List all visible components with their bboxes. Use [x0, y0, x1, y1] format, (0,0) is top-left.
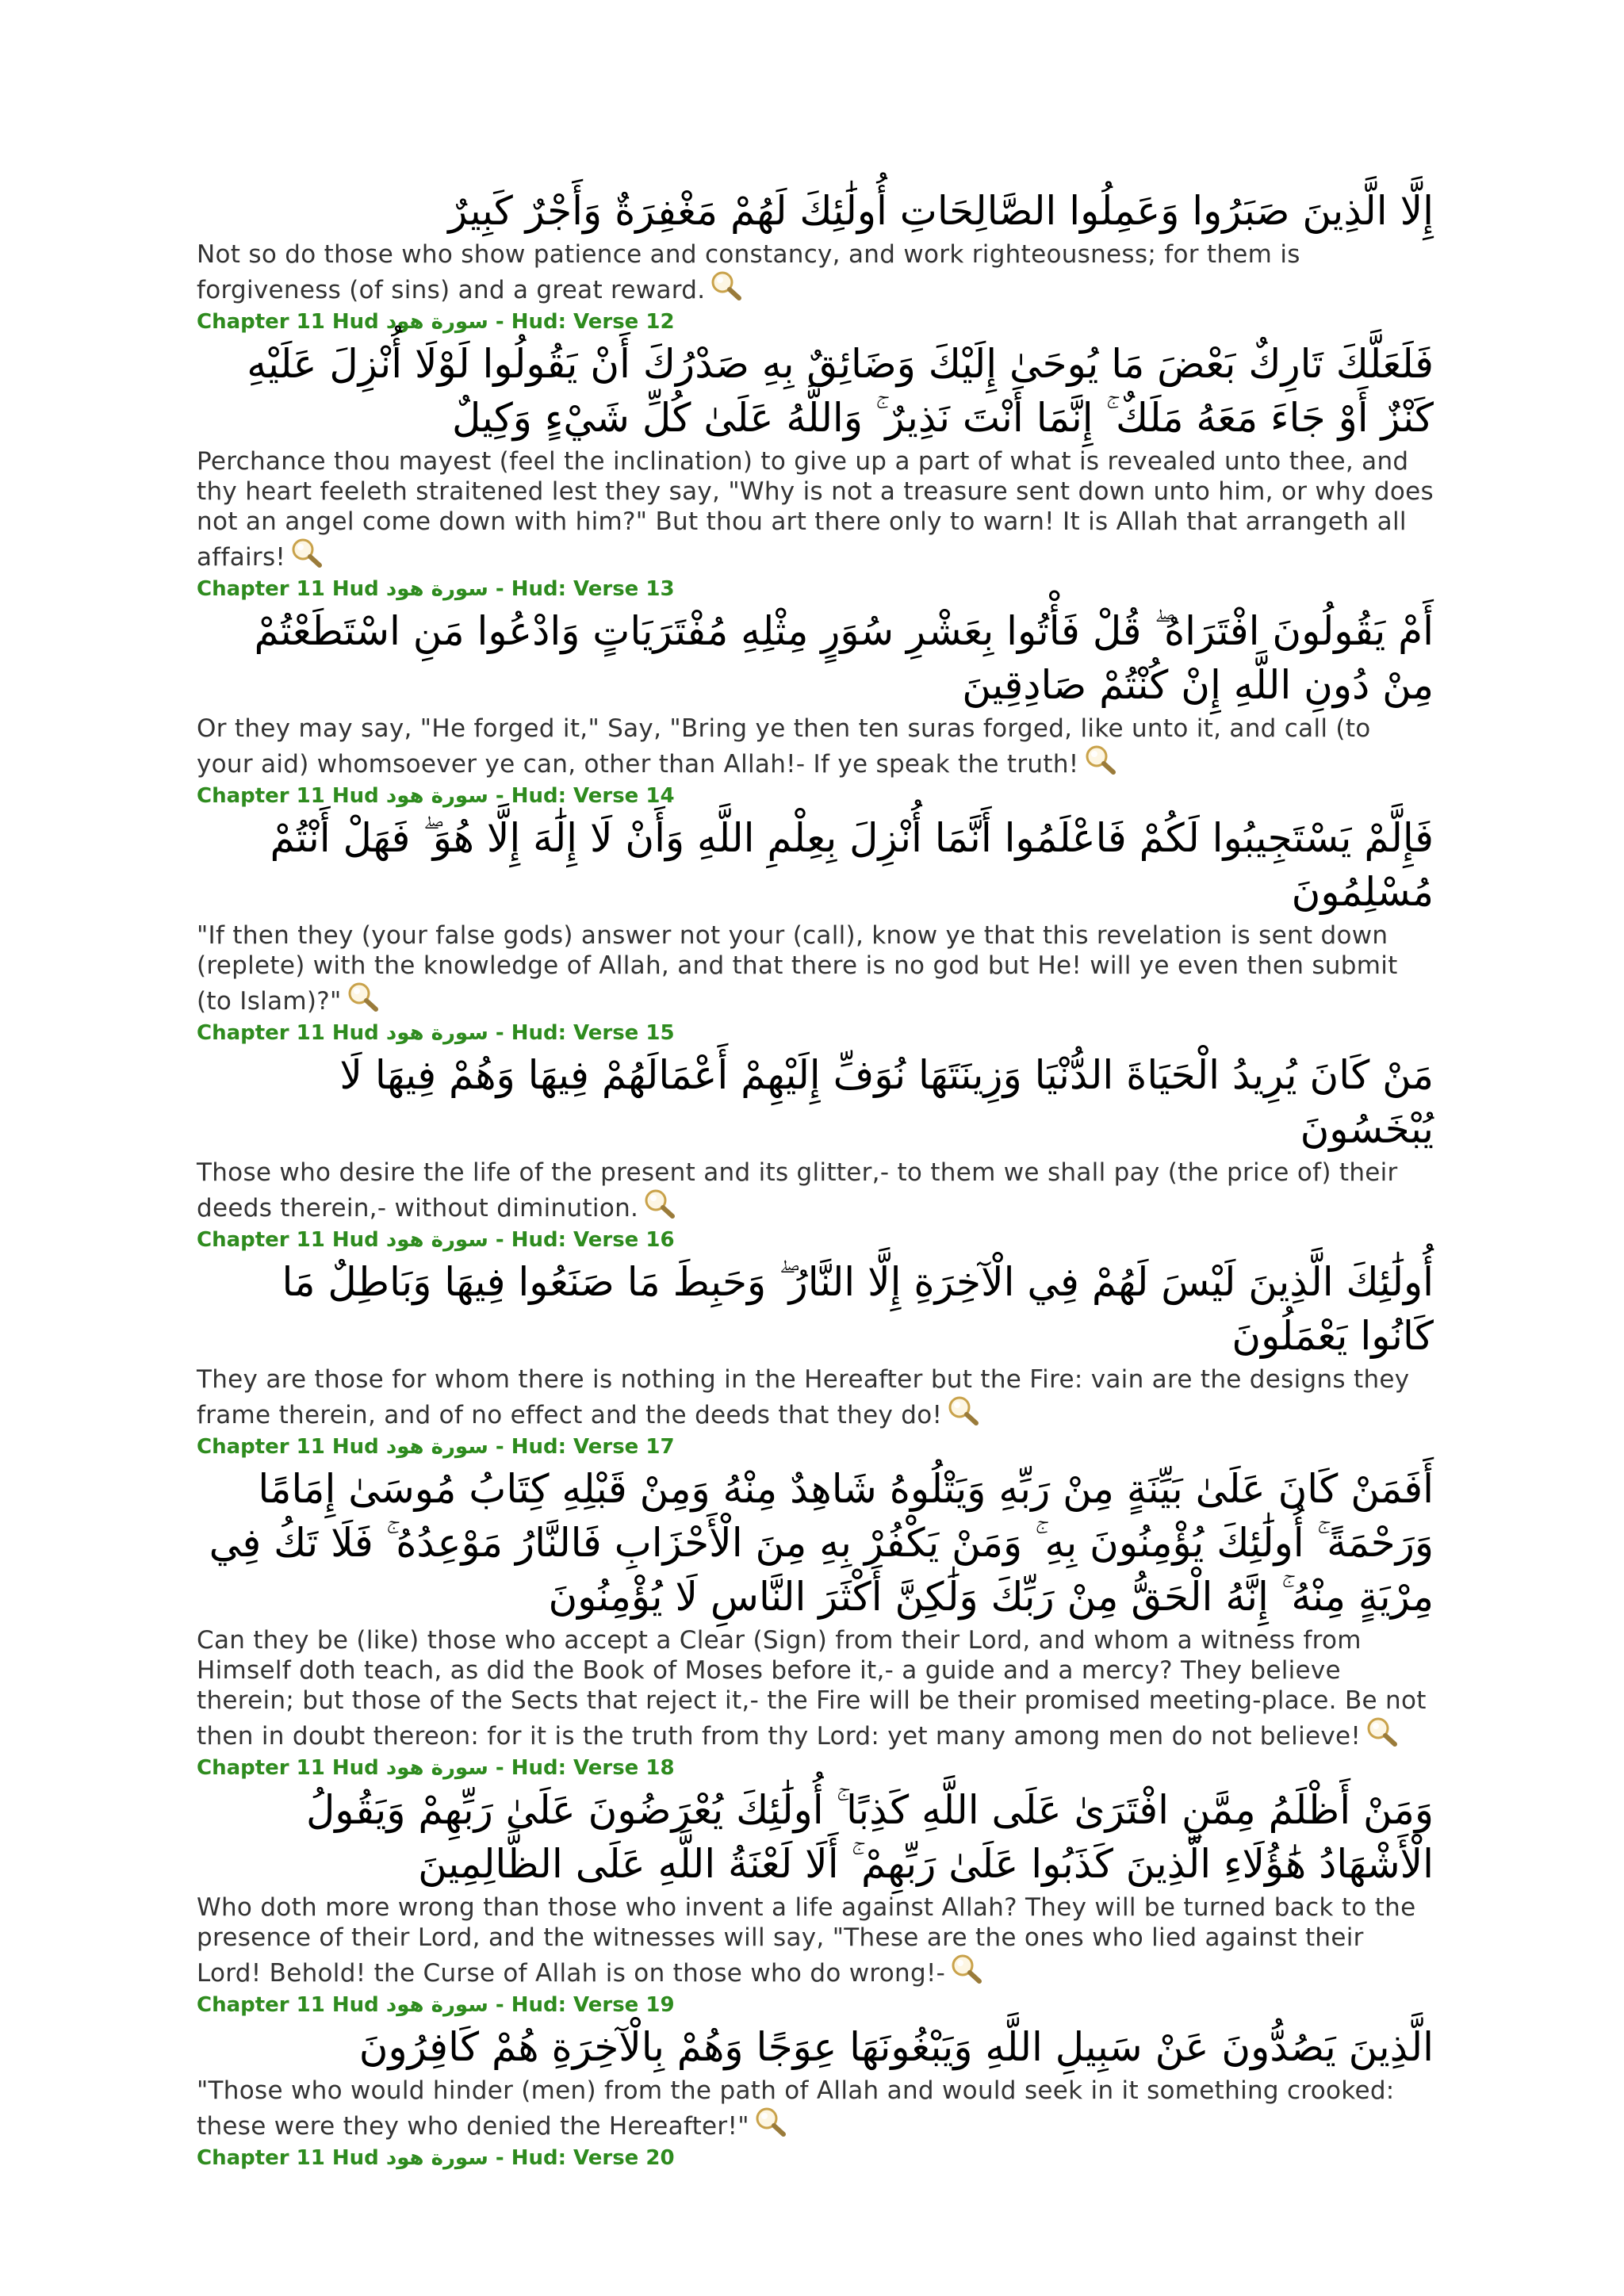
arabic-text: وَمَنْ أَظْلَمُ مِمَّنِ افْتَرَىٰ عَلَى اللَّهِ كَذِبًا ۚ أُولَٰئِكَ يُعْرَضُونَ عَلَىٰ رَبِّهِمْ وَيَقُولُ الْأَشْهَادُ هَٰؤُلَاءِ الَّذِينَ كَذَبُوا عَلَىٰ رَبِّهِمْ ۚ أَلَا لَعْنَةُ اللَّهِ عَلَى الظَّالِمِينَ: [305, 1787, 1434, 1887]
verse-ref: - Hud: Verse 15: [495, 1021, 675, 1045]
translation-body: Those who desire the life of the present and its glitter,- to them we shall pay (the price of) their deeds therein,- without diminution.: [197, 1158, 1398, 1223]
sura-name-arabic: سورة هود: [385, 1021, 488, 1045]
arabic-text: فَإِلَّمْ يَسْتَجِيبُوا لَكُمْ فَاعْلَمُوا أَنَّمَا أُنْزِلَ بِعِلْمِ اللَّهِ وَأَنْ لَا إِلَٰهَ إِلَّا هُوَ ۖ فَهَلْ أَنْتُمْ مُسْلِمُونَ: [270, 815, 1434, 915]
translation-body: They are those for whom there is nothing in the Hereafter but the Fire: vain are the designs they frame therein, and of no effect and the deeds that they do!: [197, 1365, 1410, 1429]
verse-ref: - Hud: Verse 19: [495, 1993, 675, 2017]
verse-block: [197, 1020, 1434, 1223]
magnifier-icon[interactable]: [1364, 1716, 1399, 1747]
verse-block: [197, 783, 1434, 1016]
verse-11: [197, 184, 1434, 305]
arabic-text: فَلَعَلَّكَ تَارِكٌ بَعْضَ مَا يُوحَىٰ إِلَيْكَ وَضَائِقٌ بِهِ صَدْرُكَ أَنْ يَقُولُوا لَوْلَا أُنْزِلَ عَلَيْهِ كَنْزٌ أَوْ جَاءَ مَعَهُ مَلَكٌ ۚ إِنَّمَا أَنْتَ نَذِيرٌ ۚ وَاللَّهُ عَلَىٰ كُلِّ شَيْءٍ وَكِيلٌ: [247, 341, 1434, 441]
verse-ref: - Hud: Verse 18: [495, 1756, 675, 1780]
page: [197, 184, 1434, 2173]
translation-text: [197, 446, 1434, 572]
sura-name-arabic: سورة هود: [385, 784, 488, 808]
translation-text: [197, 714, 1434, 779]
translation-text: [197, 1625, 1434, 1751]
verse-ref: - Hud: Verse 16: [495, 1228, 675, 1252]
magnifier-icon[interactable]: [345, 981, 380, 1012]
verse-ref: - Hud: Verse 17: [495, 1435, 675, 1459]
sura-name-arabic: سورة هود: [385, 1228, 488, 1252]
chapter-header: [197, 1755, 1434, 1781]
magnifier-icon[interactable]: [642, 1188, 676, 1219]
magnifier-icon[interactable]: [289, 537, 324, 568]
verse-ref: - Hud: Verse 13: [495, 577, 675, 601]
translation-text: [197, 239, 1434, 305]
translation-text: [197, 1364, 1434, 1430]
chapter-header: [197, 1992, 1434, 2019]
arabic-text: مَنْ كَانَ يُرِيدُ الْحَيَاةَ الدُّنْيَا وَزِينَتَهَا نُوَفِّ إِلَيْهِمْ أَعْمَالَهُمْ فِيهَا وَهُمْ فِيهَا لَا يُبْخَسُونَ: [339, 1052, 1434, 1152]
chapter-header: [197, 1020, 1434, 1047]
chapter-header: [197, 1433, 1434, 1460]
verse-block: [197, 1992, 1434, 2141]
translation-text: [197, 920, 1434, 1016]
verse-block: [197, 1755, 1434, 1988]
arabic-text: أُولَٰئِكَ الَّذِينَ لَيْسَ لَهُمْ فِي الْآخِرَةِ إِلَّا النَّارُ ۖ وَحَبِطَ مَا صَنَعُوا فِيهَا وَبَاطِلٌ مَا كَانُوا يَعْمَلُونَ: [282, 1259, 1434, 1359]
translation-text: [197, 2076, 1434, 2141]
sura-name-arabic: سورة هود: [385, 2146, 488, 2170]
verse-block: [197, 308, 1434, 572]
sura-name-arabic: سورة هود: [385, 1435, 488, 1459]
arabic-text: أَفَمَنْ كَانَ عَلَىٰ بَيِّنَةٍ مِنْ رَبِّهِ وَيَتْلُوهُ شَاهِدٌ مِنْهُ وَمِنْ قَبْلِهِ كِتَابُ مُوسَىٰ إِمَامًا وَرَحْمَةً ۚ أُولَٰئِكَ يُؤْمِنُونَ بِهِ ۚ وَمَنْ يَكْفُرْ بِهِ مِنَ الْأَحْزَابِ فَالنَّارُ مَوْعِدُهُ ۚ فَلَا تَكُ فِي مِرْيَةٍ مِنْهُ ۚ إِنَّهُ الْحَقُّ مِنْ رَبِّكَ وَلَٰكِنَّ أَكْثَرَ النَّاسِ لَا يُؤْمِنُونَ: [209, 1466, 1434, 1620]
chapter-name: Chapter 11 Hud: [197, 2146, 379, 2170]
verse-ref: - Hud: Verse 12: [495, 310, 675, 334]
chapter-header: [197, 308, 1434, 335]
magnifier-icon[interactable]: [945, 1395, 980, 1426]
translation-body: Or they may say, "He forged it," Say, "Bring ye then ten suras forged, like unto it, and call (to your aid) whomsoever ye can, other than Allah!- If ye speak the truth!: [197, 714, 1371, 779]
arabic-text: الَّذِينَ يَصُدُّونَ عَنْ سَبِيلِ اللَّهِ وَيَبْغُونَهَا عِوَجًا وَهُمْ بِالْآخِرَةِ هُمْ كَافِرُونَ: [358, 2024, 1434, 2070]
translation-text: [197, 1892, 1434, 1988]
translation-body: "If then they (your false gods) answer not your (call), know ye that this revelation is sent down (replete) with the knowledge of Allah, and that there is no god but He! will ye even then submit (to Islam)?": [197, 921, 1398, 1016]
magnifier-icon[interactable]: [1082, 744, 1117, 775]
arabic-text: أَمْ يَقُولُونَ افْتَرَاهُ ۖ قُلْ فَأْتُوا بِعَشْرِ سُوَرٍ مِثْلِهِ مُفْتَرَيَاتٍ وَادْعُوا مَنِ اسْتَطَعْتُمْ مِنْ دُونِ اللَّهِ إِنْ كُنْتُمْ صَادِقِينَ: [254, 608, 1434, 708]
arabic-text: إِلَّا الَّذِينَ صَبَرُوا وَعَمِلُوا الصَّالِحَاتِ أُولَٰئِكَ لَهُمْ مَغْفِرَةٌ وَأَجْرٌ كَبِيرٌ: [448, 188, 1434, 234]
sura-name-arabic: سورة هود: [385, 310, 488, 334]
verse-block: [197, 1433, 1434, 1751]
translation-body: Can they be (like) those who accept a Clear (Sign) from their Lord, and whom a witness from Himself doth teach, as did the Book of Moses before it,- a guide and a mercy? They believe therein; but those of the Sects that reject it,- the Fire will be their promised meeting-place. Be not then in doubt thereon: for it is the truth from thy Lord: yet many among men do not believe!: [197, 1626, 1427, 1751]
chapter-header: [197, 783, 1434, 809]
chapter-name: Chapter 11 Hud: [197, 1228, 379, 1252]
translation-body: Not so do those who show patience and constancy, and work righteousness; for them is forgiveness (of sins) and a great reward.: [197, 240, 1300, 304]
chapter-name: Chapter 11 Hud: [197, 1993, 379, 2017]
chapter-name: Chapter 11 Hud: [197, 1435, 379, 1459]
sura-name-arabic: سورة هود: [385, 577, 488, 601]
chapter-name: Chapter 11 Hud: [197, 1756, 379, 1780]
chapter-header: [197, 576, 1434, 603]
chapter-name: Chapter 11 Hud: [197, 577, 379, 601]
translation-text: [197, 1158, 1434, 1223]
verse-block: [197, 1226, 1434, 1430]
sura-name-arabic: سورة هود: [385, 1993, 488, 2017]
magnifier-icon[interactable]: [948, 1953, 983, 1984]
verse-ref: - Hud: Verse 20: [495, 2146, 675, 2170]
sura-name-arabic: سورة هود: [385, 1756, 488, 1780]
translation-body: Who doth more wrong than those who invent a life against Allah? They will be turned back to the presence of their Lord, and the witnesses will say, "These are the ones who lied against their Lord! Behold! the Curse of Allah is on those who do wrong!-: [197, 1893, 1416, 1988]
magnifier-icon[interactable]: [753, 2106, 787, 2137]
magnifier-icon[interactable]: [708, 270, 743, 301]
verse-ref: - Hud: Verse 14: [495, 784, 675, 808]
verse-block: [197, 576, 1434, 779]
chapter-name: Chapter 11 Hud: [197, 784, 379, 808]
chapter-name: Chapter 11 Hud: [197, 310, 379, 334]
chapter-name: Chapter 11 Hud: [197, 1021, 379, 1045]
translation-body: Perchance thou mayest (feel the inclination) to give up a part of what is revealed unto thee, and thy heart feeleth straitened lest they say, "Why is not a treasure sent down unto him, or why does not an angel come down with him?" But thou art there only to warn! It is Allah that arrangeth all affairs!: [197, 447, 1434, 572]
translation-body: "Those who would hinder (men) from the path of Allah and would seek in it something crooked: these were they who denied the Hereafter!": [197, 2076, 1395, 2141]
chapter-header: [197, 1226, 1434, 1253]
chapter-header: [197, 2145, 1434, 2172]
